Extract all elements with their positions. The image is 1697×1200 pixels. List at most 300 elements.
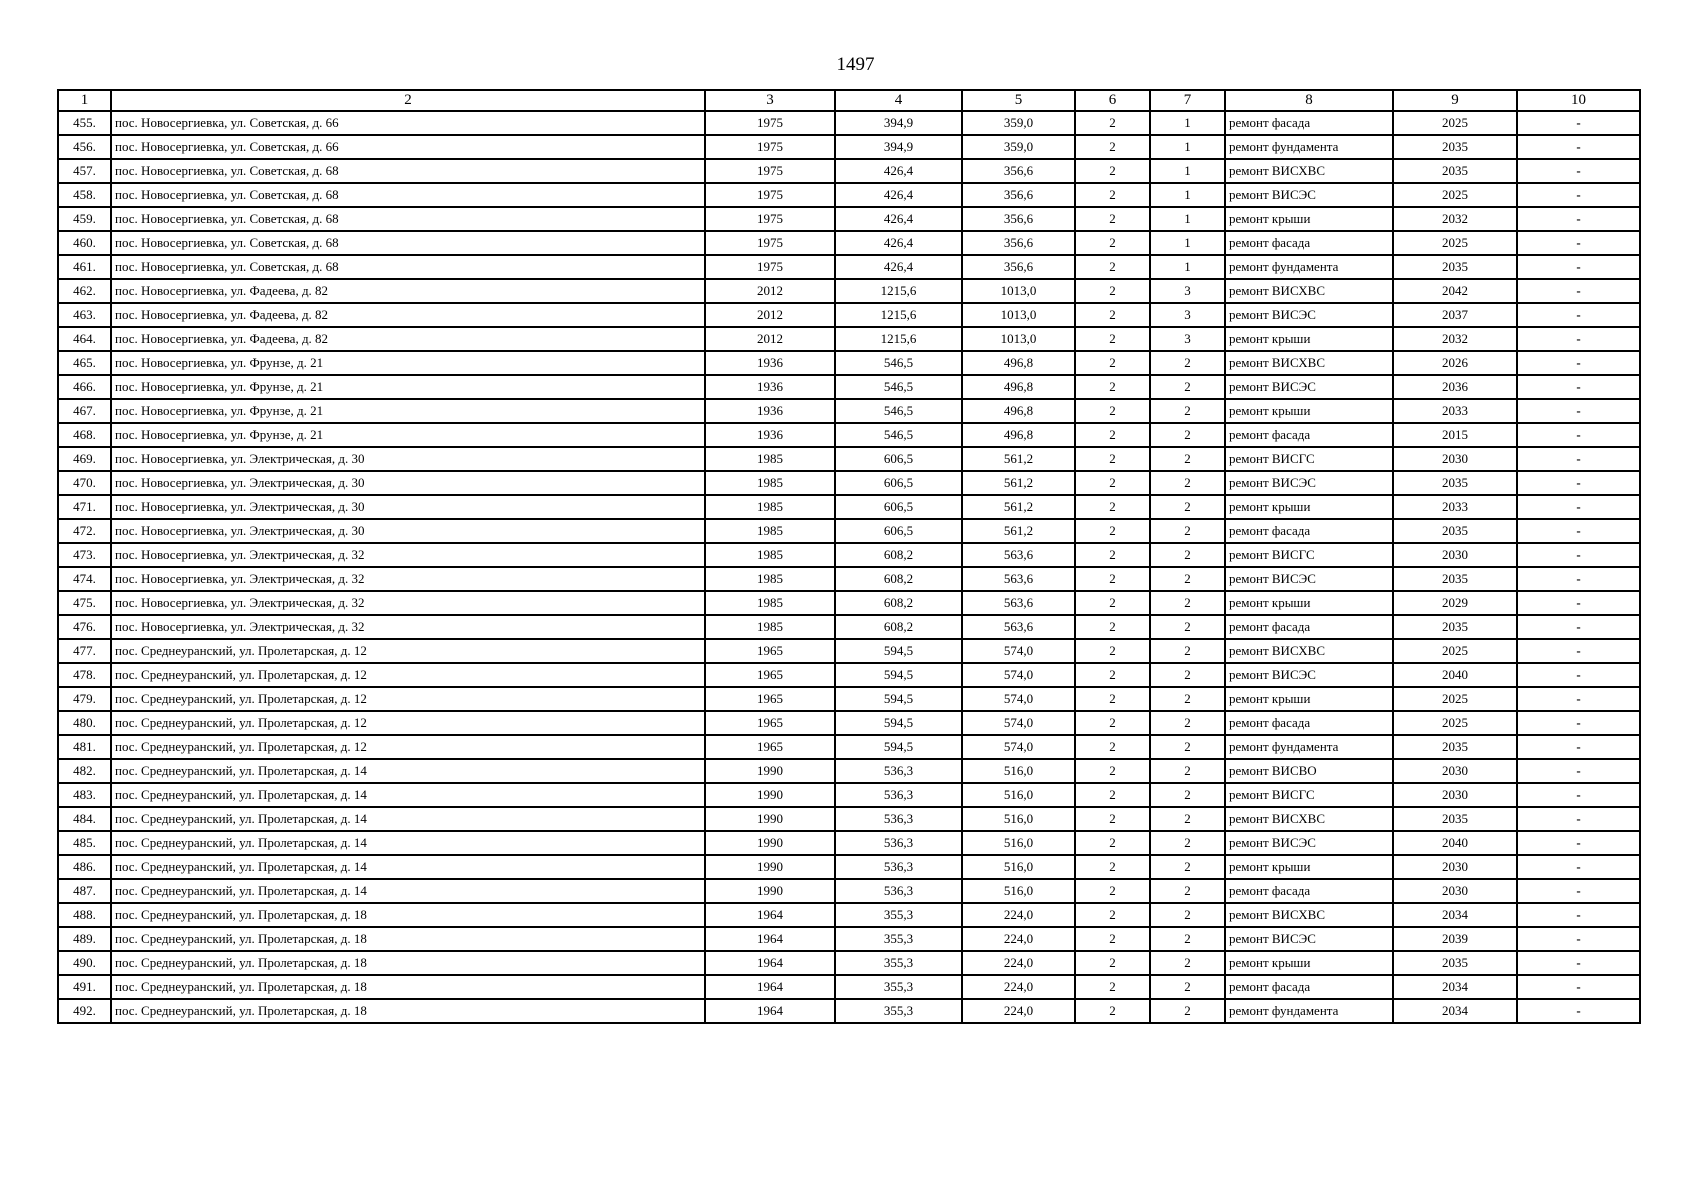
col6-cell: 2 xyxy=(1075,951,1150,975)
column-header-8: 8 xyxy=(1225,90,1393,111)
total-area-cell: 608,2 xyxy=(835,615,962,639)
row-number-cell: 467. xyxy=(58,399,111,423)
table-row xyxy=(58,351,1640,375)
year-cell: 1964 xyxy=(705,999,835,1023)
col10-cell: - xyxy=(1517,207,1640,231)
planned-year-cell: 2035 xyxy=(1393,951,1517,975)
work-type-cell: ремонт ВИСГС xyxy=(1225,543,1393,567)
col10-cell: - xyxy=(1517,303,1640,327)
table-row xyxy=(58,567,1640,591)
col10-cell: - xyxy=(1517,951,1640,975)
total-area-cell: 355,3 xyxy=(835,951,962,975)
year-cell: 1985 xyxy=(705,591,835,615)
planned-year-cell: 2040 xyxy=(1393,663,1517,687)
row-number-cell: 470. xyxy=(58,471,111,495)
table-row xyxy=(58,639,1640,663)
col6-cell: 2 xyxy=(1075,927,1150,951)
total-area-cell: 546,5 xyxy=(835,351,962,375)
work-type-cell: ремонт фундамента xyxy=(1225,735,1393,759)
col7-cell: 2 xyxy=(1150,423,1225,447)
planned-year-cell: 2033 xyxy=(1393,399,1517,423)
planned-year-cell: 2025 xyxy=(1393,111,1517,135)
year-cell: 1975 xyxy=(705,183,835,207)
col6-cell: 2 xyxy=(1075,783,1150,807)
col10-cell: - xyxy=(1517,495,1640,519)
work-type-cell: ремонт ВИСЭС xyxy=(1225,375,1393,399)
living-area-cell: 224,0 xyxy=(962,903,1075,927)
row-number-cell: 465. xyxy=(58,351,111,375)
register-table xyxy=(57,89,1641,1024)
work-type-cell: ремонт ВИСХВС xyxy=(1225,807,1393,831)
address-cell: пос. Новосергиевка, ул. Электрическая, д. 32 xyxy=(111,591,705,615)
living-area-cell: 516,0 xyxy=(962,831,1075,855)
planned-year-cell: 2039 xyxy=(1393,927,1517,951)
col10-cell: - xyxy=(1517,375,1640,399)
year-cell: 1985 xyxy=(705,567,835,591)
total-area-cell: 546,5 xyxy=(835,375,962,399)
col7-cell: 2 xyxy=(1150,927,1225,951)
col6-cell: 2 xyxy=(1075,159,1150,183)
year-cell: 1990 xyxy=(705,879,835,903)
year-cell: 1975 xyxy=(705,135,835,159)
address-cell: пос. Новосергиевка, ул. Фадеева, д. 82 xyxy=(111,327,705,351)
work-type-cell: ремонт крыши xyxy=(1225,855,1393,879)
address-cell: пос. Новосергиевка, ул. Советская, д. 68 xyxy=(111,207,705,231)
col6-cell: 2 xyxy=(1075,423,1150,447)
address-cell: пос. Новосергиевка, ул. Электрическая, д. 32 xyxy=(111,567,705,591)
col10-cell: - xyxy=(1517,903,1640,927)
col6-cell: 2 xyxy=(1075,255,1150,279)
year-cell: 1964 xyxy=(705,951,835,975)
row-number-cell: 479. xyxy=(58,687,111,711)
col7-cell: 2 xyxy=(1150,471,1225,495)
planned-year-cell: 2035 xyxy=(1393,519,1517,543)
col7-cell: 1 xyxy=(1150,159,1225,183)
year-cell: 1964 xyxy=(705,927,835,951)
table-row xyxy=(58,735,1640,759)
living-area-cell: 1013,0 xyxy=(962,303,1075,327)
year-cell: 1975 xyxy=(705,255,835,279)
col7-cell: 2 xyxy=(1150,879,1225,903)
work-type-cell: ремонт фасада xyxy=(1225,711,1393,735)
total-area-cell: 426,4 xyxy=(835,231,962,255)
work-type-cell: ремонт ВИСХВС xyxy=(1225,159,1393,183)
total-area-cell: 606,5 xyxy=(835,471,962,495)
row-number-cell: 474. xyxy=(58,567,111,591)
col6-cell: 2 xyxy=(1075,183,1150,207)
living-area-cell: 496,8 xyxy=(962,423,1075,447)
year-cell: 1985 xyxy=(705,615,835,639)
col6-cell: 2 xyxy=(1075,399,1150,423)
planned-year-cell: 2035 xyxy=(1393,615,1517,639)
living-area-cell: 359,0 xyxy=(962,111,1075,135)
address-cell: пос. Новосергиевка, ул. Советская, д. 68 xyxy=(111,255,705,279)
work-type-cell: ремонт ВИСГС xyxy=(1225,783,1393,807)
address-cell: пос. Новосергиевка, ул. Электрическая, д. 30 xyxy=(111,447,705,471)
planned-year-cell: 2034 xyxy=(1393,975,1517,999)
address-cell: пос. Новосергиевка, ул. Фрунзе, д. 21 xyxy=(111,351,705,375)
total-area-cell: 1215,6 xyxy=(835,279,962,303)
total-area-cell: 426,4 xyxy=(835,255,962,279)
row-number-cell: 475. xyxy=(58,591,111,615)
row-number-cell: 480. xyxy=(58,711,111,735)
col6-cell: 2 xyxy=(1075,687,1150,711)
work-type-cell: ремонт фасада xyxy=(1225,615,1393,639)
col6-cell: 2 xyxy=(1075,279,1150,303)
total-area-cell: 546,5 xyxy=(835,399,962,423)
work-type-cell: ремонт крыши xyxy=(1225,399,1393,423)
col7-cell: 2 xyxy=(1150,447,1225,471)
table-row xyxy=(58,903,1640,927)
work-type-cell: ремонт фасада xyxy=(1225,231,1393,255)
col7-cell: 2 xyxy=(1150,735,1225,759)
planned-year-cell: 2030 xyxy=(1393,543,1517,567)
col10-cell: - xyxy=(1517,231,1640,255)
col7-cell: 1 xyxy=(1150,183,1225,207)
work-type-cell: ремонт фасада xyxy=(1225,111,1393,135)
address-cell: пос. Среднеуранский, ул. Пролетарская, д. 12 xyxy=(111,735,705,759)
col7-cell: 2 xyxy=(1150,543,1225,567)
table-row xyxy=(58,135,1640,159)
col7-cell: 2 xyxy=(1150,639,1225,663)
work-type-cell: ремонт фасада xyxy=(1225,975,1393,999)
address-cell: пос. Новосергиевка, ул. Электрическая, д. 30 xyxy=(111,519,705,543)
total-area-cell: 606,5 xyxy=(835,519,962,543)
table-row xyxy=(58,255,1640,279)
col6-cell: 2 xyxy=(1075,831,1150,855)
planned-year-cell: 2025 xyxy=(1393,639,1517,663)
column-header-10: 10 xyxy=(1517,90,1640,111)
col7-cell: 3 xyxy=(1150,279,1225,303)
row-number-cell: 466. xyxy=(58,375,111,399)
table-row xyxy=(58,183,1640,207)
planned-year-cell: 2030 xyxy=(1393,759,1517,783)
col10-cell: - xyxy=(1517,735,1640,759)
col7-cell: 2 xyxy=(1150,519,1225,543)
living-area-cell: 574,0 xyxy=(962,711,1075,735)
address-cell: пос. Среднеуранский, ул. Пролетарская, д. 18 xyxy=(111,927,705,951)
col6-cell: 2 xyxy=(1075,975,1150,999)
work-type-cell: ремонт фундамента xyxy=(1225,999,1393,1023)
address-cell: пос. Среднеуранский, ул. Пролетарская, д. 12 xyxy=(111,687,705,711)
col6-cell: 2 xyxy=(1075,807,1150,831)
col10-cell: - xyxy=(1517,279,1640,303)
table-header xyxy=(58,90,1640,111)
row-number-cell: 471. xyxy=(58,495,111,519)
living-area-cell: 496,8 xyxy=(962,351,1075,375)
year-cell: 1965 xyxy=(705,711,835,735)
row-number-cell: 489. xyxy=(58,927,111,951)
living-area-cell: 561,2 xyxy=(962,495,1075,519)
row-number-cell: 476. xyxy=(58,615,111,639)
address-cell: пос. Новосергиевка, ул. Фрунзе, д. 21 xyxy=(111,423,705,447)
col6-cell: 2 xyxy=(1075,375,1150,399)
year-cell: 1936 xyxy=(705,399,835,423)
address-cell: пос. Среднеуранский, ул. Пролетарская, д. 18 xyxy=(111,999,705,1023)
table-row xyxy=(58,807,1640,831)
total-area-cell: 536,3 xyxy=(835,759,962,783)
col10-cell: - xyxy=(1517,423,1640,447)
row-number-cell: 486. xyxy=(58,855,111,879)
col6-cell: 2 xyxy=(1075,735,1150,759)
table-row xyxy=(58,279,1640,303)
col7-cell: 2 xyxy=(1150,999,1225,1023)
address-cell: пос. Новосергиевка, ул. Советская, д. 66 xyxy=(111,135,705,159)
table-row xyxy=(58,399,1640,423)
living-area-cell: 516,0 xyxy=(962,807,1075,831)
total-area-cell: 426,4 xyxy=(835,159,962,183)
col10-cell: - xyxy=(1517,255,1640,279)
table-row xyxy=(58,951,1640,975)
col7-cell: 2 xyxy=(1150,351,1225,375)
col10-cell: - xyxy=(1517,759,1640,783)
address-cell: пос. Среднеуранский, ул. Пролетарская, д. 12 xyxy=(111,639,705,663)
table-row xyxy=(58,687,1640,711)
living-area-cell: 224,0 xyxy=(962,951,1075,975)
total-area-cell: 355,3 xyxy=(835,975,962,999)
address-cell: пос. Новосергиевка, ул. Электрическая, д. 30 xyxy=(111,495,705,519)
work-type-cell: ремонт ВИСХВС xyxy=(1225,903,1393,927)
work-type-cell: ремонт ВИСЭС xyxy=(1225,303,1393,327)
year-cell: 1936 xyxy=(705,375,835,399)
work-type-cell: ремонт ВИСГС xyxy=(1225,447,1393,471)
table-row xyxy=(58,423,1640,447)
col10-cell: - xyxy=(1517,711,1640,735)
year-cell: 1975 xyxy=(705,207,835,231)
total-area-cell: 426,4 xyxy=(835,207,962,231)
row-number-cell: 485. xyxy=(58,831,111,855)
col7-cell: 2 xyxy=(1150,591,1225,615)
col6-cell: 2 xyxy=(1075,447,1150,471)
col7-cell: 2 xyxy=(1150,855,1225,879)
work-type-cell: ремонт фундамента xyxy=(1225,135,1393,159)
table-row xyxy=(58,879,1640,903)
total-area-cell: 394,9 xyxy=(835,111,962,135)
col10-cell: - xyxy=(1517,111,1640,135)
address-cell: пос. Новосергиевка, ул. Советская, д. 68 xyxy=(111,183,705,207)
col7-cell: 1 xyxy=(1150,255,1225,279)
work-type-cell: ремонт фасада xyxy=(1225,519,1393,543)
work-type-cell: ремонт ВИСХВС xyxy=(1225,279,1393,303)
planned-year-cell: 2035 xyxy=(1393,807,1517,831)
col10-cell: - xyxy=(1517,159,1640,183)
living-area-cell: 574,0 xyxy=(962,663,1075,687)
total-area-cell: 536,3 xyxy=(835,855,962,879)
planned-year-cell: 2040 xyxy=(1393,831,1517,855)
row-number-cell: 482. xyxy=(58,759,111,783)
row-number-cell: 461. xyxy=(58,255,111,279)
year-cell: 1990 xyxy=(705,759,835,783)
year-cell: 1975 xyxy=(705,231,835,255)
work-type-cell: ремонт ВИСЭС xyxy=(1225,663,1393,687)
col10-cell: - xyxy=(1517,807,1640,831)
total-area-cell: 606,5 xyxy=(835,495,962,519)
planned-year-cell: 2035 xyxy=(1393,135,1517,159)
table-row xyxy=(58,375,1640,399)
column-header-9: 9 xyxy=(1393,90,1517,111)
row-number-cell: 457. xyxy=(58,159,111,183)
col6-cell: 2 xyxy=(1075,303,1150,327)
address-cell: пос. Среднеуранский, ул. Пролетарская, д. 12 xyxy=(111,663,705,687)
col10-cell: - xyxy=(1517,591,1640,615)
row-number-cell: 463. xyxy=(58,303,111,327)
total-area-cell: 536,3 xyxy=(835,879,962,903)
col10-cell: - xyxy=(1517,519,1640,543)
planned-year-cell: 2025 xyxy=(1393,711,1517,735)
col6-cell: 2 xyxy=(1075,639,1150,663)
year-cell: 1990 xyxy=(705,831,835,855)
living-area-cell: 516,0 xyxy=(962,855,1075,879)
address-cell: пос. Новосергиевка, ул. Фадеева, д. 82 xyxy=(111,279,705,303)
year-cell: 1964 xyxy=(705,975,835,999)
work-type-cell: ремонт фасада xyxy=(1225,879,1393,903)
row-number-cell: 462. xyxy=(58,279,111,303)
col6-cell: 2 xyxy=(1075,327,1150,351)
col7-cell: 2 xyxy=(1150,615,1225,639)
col6-cell: 2 xyxy=(1075,615,1150,639)
work-type-cell: ремонт ВИСЭС xyxy=(1225,183,1393,207)
planned-year-cell: 2032 xyxy=(1393,327,1517,351)
planned-year-cell: 2030 xyxy=(1393,855,1517,879)
work-type-cell: ремонт крыши xyxy=(1225,207,1393,231)
col7-cell: 2 xyxy=(1150,375,1225,399)
work-type-cell: ремонт ВИСХВС xyxy=(1225,351,1393,375)
column-header-4: 4 xyxy=(835,90,962,111)
col10-cell: - xyxy=(1517,855,1640,879)
total-area-cell: 546,5 xyxy=(835,423,962,447)
address-cell: пос. Новосергиевка, ул. Фрунзе, д. 21 xyxy=(111,375,705,399)
table-row xyxy=(58,207,1640,231)
year-cell: 1936 xyxy=(705,423,835,447)
col7-cell: 2 xyxy=(1150,807,1225,831)
col6-cell: 2 xyxy=(1075,711,1150,735)
row-number-cell: 460. xyxy=(58,231,111,255)
year-cell: 2012 xyxy=(705,303,835,327)
address-cell: пос. Среднеуранский, ул. Пролетарская, д. 14 xyxy=(111,807,705,831)
row-number-cell: 459. xyxy=(58,207,111,231)
planned-year-cell: 2033 xyxy=(1393,495,1517,519)
work-type-cell: ремонт крыши xyxy=(1225,687,1393,711)
table-row xyxy=(58,471,1640,495)
living-area-cell: 563,6 xyxy=(962,615,1075,639)
col10-cell: - xyxy=(1517,687,1640,711)
col7-cell: 2 xyxy=(1150,663,1225,687)
work-type-cell: ремонт крыши xyxy=(1225,495,1393,519)
living-area-cell: 563,6 xyxy=(962,567,1075,591)
col7-cell: 2 xyxy=(1150,903,1225,927)
row-number-cell: 478. xyxy=(58,663,111,687)
total-area-cell: 1215,6 xyxy=(835,303,962,327)
col7-cell: 2 xyxy=(1150,399,1225,423)
living-area-cell: 496,8 xyxy=(962,375,1075,399)
page-number: 1497 xyxy=(836,54,875,75)
col6-cell: 2 xyxy=(1075,543,1150,567)
row-number-cell: 469. xyxy=(58,447,111,471)
address-cell: пос. Среднеуранский, ул. Пролетарская, д. 18 xyxy=(111,975,705,999)
table-row xyxy=(58,783,1640,807)
year-cell: 1985 xyxy=(705,519,835,543)
year-cell: 1965 xyxy=(705,687,835,711)
table-row xyxy=(58,975,1640,999)
col6-cell: 2 xyxy=(1075,351,1150,375)
total-area-cell: 594,5 xyxy=(835,687,962,711)
row-number-cell: 464. xyxy=(58,327,111,351)
header-row xyxy=(58,90,1640,111)
work-type-cell: ремонт ВИСЭС xyxy=(1225,567,1393,591)
total-area-cell: 355,3 xyxy=(835,903,962,927)
total-area-cell: 608,2 xyxy=(835,567,962,591)
address-cell: пос. Среднеуранский, ул. Пролетарская, д. 18 xyxy=(111,903,705,927)
table-body xyxy=(58,111,1640,1023)
col7-cell: 2 xyxy=(1150,759,1225,783)
work-type-cell: ремонт ВИСХВС xyxy=(1225,639,1393,663)
work-type-cell: ремонт фундамента xyxy=(1225,255,1393,279)
living-area-cell: 1013,0 xyxy=(962,327,1075,351)
total-area-cell: 426,4 xyxy=(835,183,962,207)
column-header-2: 2 xyxy=(111,90,705,111)
col10-cell: - xyxy=(1517,831,1640,855)
table-row xyxy=(58,159,1640,183)
total-area-cell: 536,3 xyxy=(835,783,962,807)
col7-cell: 2 xyxy=(1150,711,1225,735)
year-cell: 1990 xyxy=(705,783,835,807)
year-cell: 1990 xyxy=(705,855,835,879)
table-row xyxy=(58,447,1640,471)
col6-cell: 2 xyxy=(1075,111,1150,135)
table-row xyxy=(58,999,1640,1023)
col7-cell: 2 xyxy=(1150,975,1225,999)
address-cell: пос. Новосергиевка, ул. Советская, д. 66 xyxy=(111,111,705,135)
total-area-cell: 608,2 xyxy=(835,543,962,567)
living-area-cell: 356,6 xyxy=(962,207,1075,231)
column-header-6: 6 xyxy=(1075,90,1150,111)
col6-cell: 2 xyxy=(1075,663,1150,687)
row-number-cell: 472. xyxy=(58,519,111,543)
planned-year-cell: 2035 xyxy=(1393,255,1517,279)
table-row xyxy=(58,663,1640,687)
row-number-cell: 484. xyxy=(58,807,111,831)
row-number-cell: 487. xyxy=(58,879,111,903)
work-type-cell: ремонт ВИСЭС xyxy=(1225,471,1393,495)
year-cell: 1975 xyxy=(705,111,835,135)
planned-year-cell: 2034 xyxy=(1393,903,1517,927)
living-area-cell: 574,0 xyxy=(962,639,1075,663)
year-cell: 1985 xyxy=(705,543,835,567)
col7-cell: 3 xyxy=(1150,327,1225,351)
column-header-5: 5 xyxy=(962,90,1075,111)
address-cell: пос. Среднеуранский, ул. Пролетарская, д. 14 xyxy=(111,831,705,855)
living-area-cell: 496,8 xyxy=(962,399,1075,423)
row-number-cell: 483. xyxy=(58,783,111,807)
row-number-cell: 492. xyxy=(58,999,111,1023)
year-cell: 1965 xyxy=(705,735,835,759)
living-area-cell: 574,0 xyxy=(962,735,1075,759)
table-row xyxy=(58,111,1640,135)
living-area-cell: 516,0 xyxy=(962,759,1075,783)
col10-cell: - xyxy=(1517,351,1640,375)
living-area-cell: 516,0 xyxy=(962,783,1075,807)
living-area-cell: 574,0 xyxy=(962,687,1075,711)
address-cell: пос. Новосергиевка, ул. Электрическая, д. 32 xyxy=(111,615,705,639)
year-cell: 1965 xyxy=(705,663,835,687)
work-type-cell: ремонт ВИСВО xyxy=(1225,759,1393,783)
row-number-cell: 455. xyxy=(58,111,111,135)
col10-cell: - xyxy=(1517,615,1640,639)
planned-year-cell: 2030 xyxy=(1393,879,1517,903)
total-area-cell: 594,5 xyxy=(835,639,962,663)
table-row xyxy=(58,543,1640,567)
year-cell: 1964 xyxy=(705,903,835,927)
